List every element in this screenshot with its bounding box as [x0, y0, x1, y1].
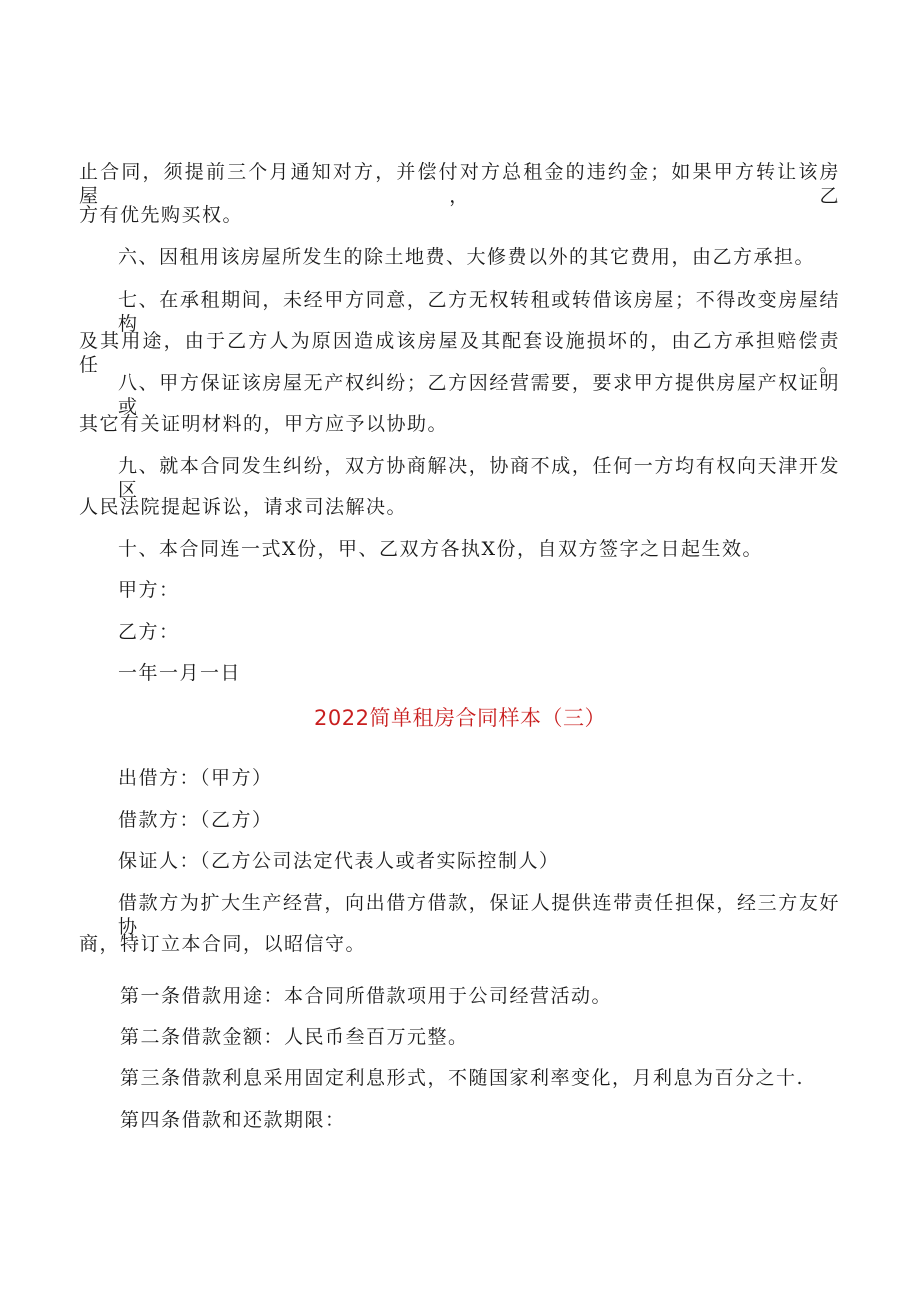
article-4: 第四条借款和还款期限： — [120, 1109, 346, 1131]
borrower-line: 借款方：（乙方） — [118, 809, 273, 831]
article-3: 第三条借款利息采用固定利息形式，不随国家利率变化，月利息为百分之十. — [120, 1067, 805, 1089]
section-title: 2022简单租房合同样本（三） — [314, 706, 606, 730]
clause-9: 九、就本合同发生纠纷，双方协商解决，协商不成，任何一方均有权向天津开发区 — [118, 455, 840, 501]
signing-date: 一年一月一日 — [118, 662, 242, 684]
paragraph-line: 商，特订立本合同，以昭信守。 — [79, 933, 367, 955]
paragraph-line: 止合同，须提前三个月通知对方，并偿付对方总租金的违约金；如果甲方转让该房屋，乙 — [79, 161, 840, 207]
paragraph-line: 人民法院提起诉讼，请求司法解决。 — [79, 496, 408, 518]
guarantor-line: 保证人：（乙方公司法定代表人或者实际控制人） — [118, 850, 560, 872]
paragraph-line: 其它有关证明材料的，甲方应予以协助。 — [79, 413, 449, 435]
party-a-signature: 甲方： — [118, 579, 180, 601]
paragraph-line: 及其用途，由于乙方人为原因造成该房屋及其配套设施损坏的，由乙方承担赔偿责任。 — [79, 330, 840, 376]
clause-8: 八、甲方保证该房屋无产权纠纷；乙方因经营需要，要求甲方提供房屋产权证明或 — [118, 372, 840, 418]
clause-10: 十、本合同连一式X份，甲、乙双方各执X份，自双方签字之日起生效。 — [118, 538, 764, 560]
lender-line: 出借方：（甲方） — [118, 767, 273, 789]
article-2: 第二条借款金额：人民币叁百万元整。 — [120, 1026, 469, 1048]
clause-7: 七、在承租期间，未经甲方同意，乙方无权转租或转借该房屋；不得改变房屋结构 — [118, 289, 840, 335]
paragraph-line: 方有优先购买权。 — [79, 204, 244, 226]
party-b-signature: 乙方： — [118, 621, 180, 643]
clause-6: 六、因租用该房屋所发生的除土地费、大修费以外的其它费用，由乙方承担。 — [118, 246, 816, 268]
article-1: 第一条借款用途：本合同所借款项用于公司经营活动。 — [120, 985, 613, 1007]
preamble: 借款方为扩大生产经营，向出借方借款，保证人提供连带责任担保，经三方友好协 — [118, 892, 840, 938]
